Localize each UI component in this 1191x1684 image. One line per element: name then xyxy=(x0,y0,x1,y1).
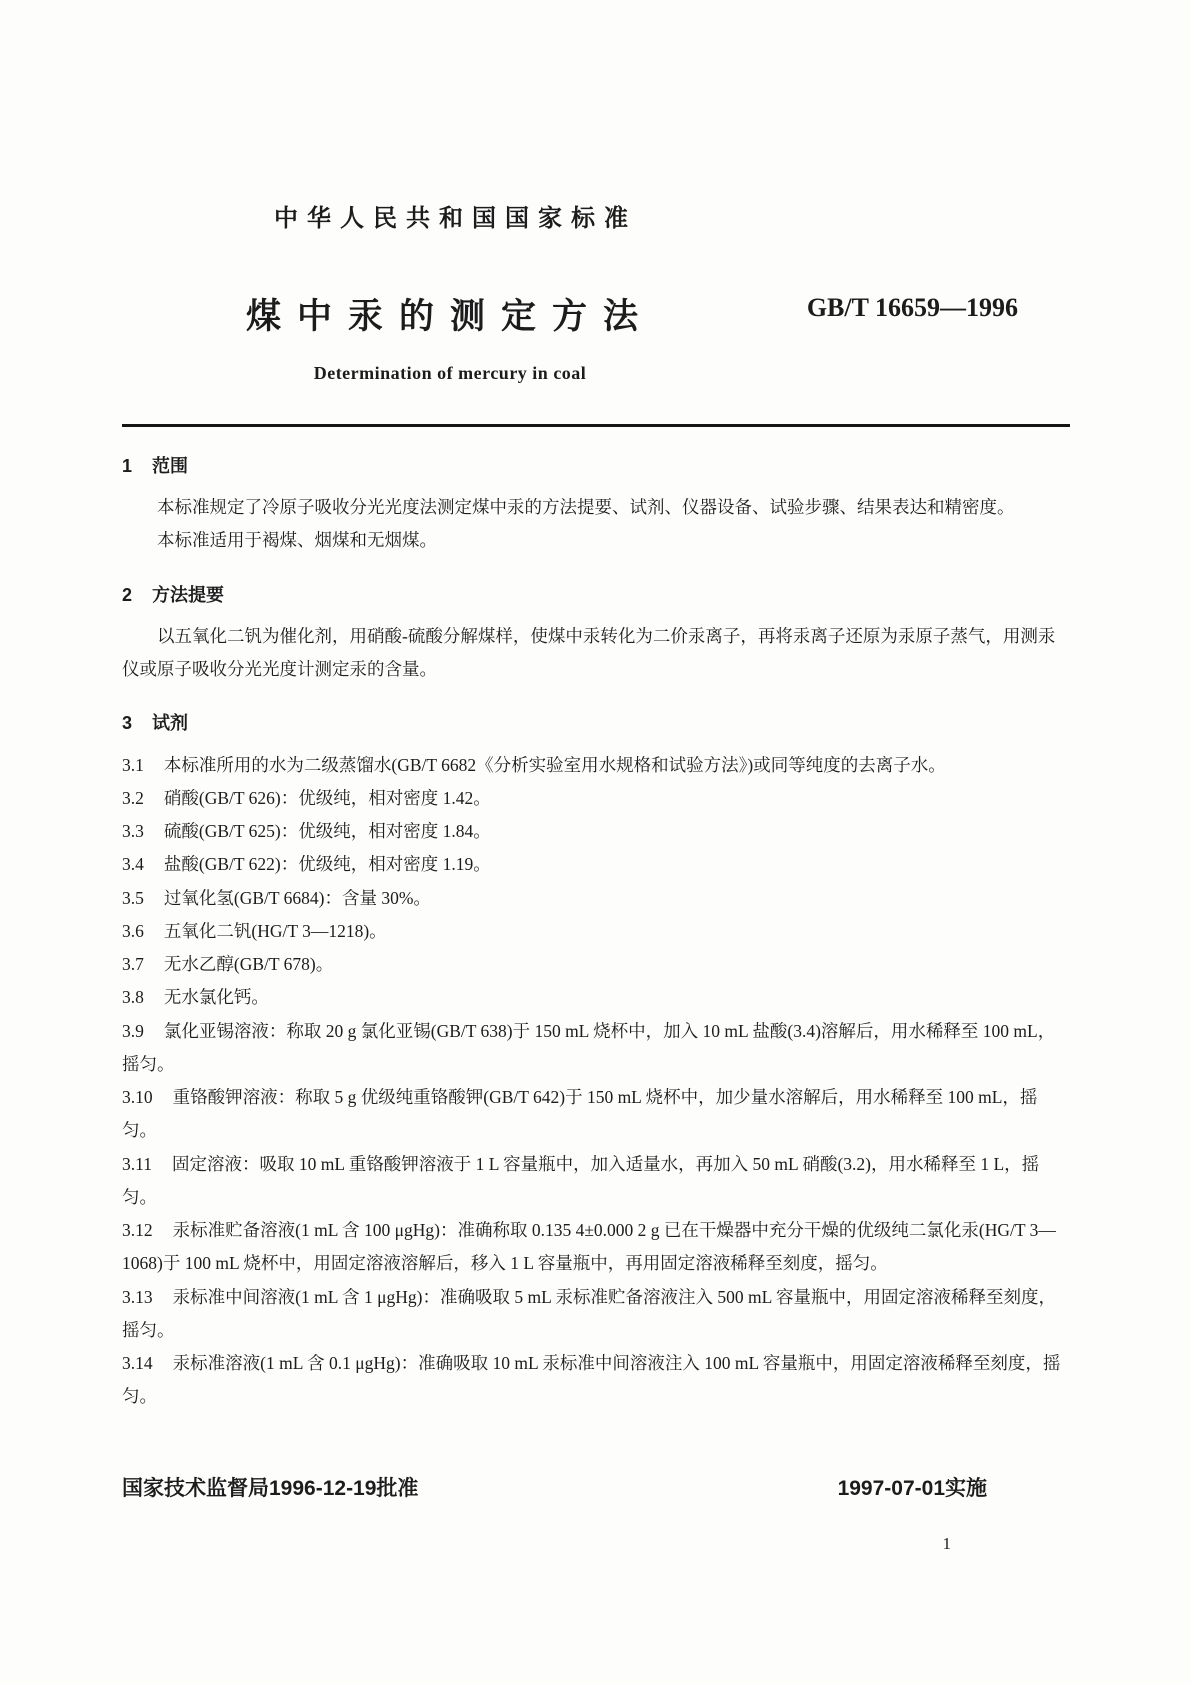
section-title: 试剂 xyxy=(152,713,189,734)
item-text: 本标准所用的水为二级蒸馏水(GB/T 6682《分析实验室用水规格和试验方法》)或同等纯度的去离子水。 xyxy=(163,754,946,775)
item-number: 3.12 xyxy=(122,1220,153,1241)
reagent-item xyxy=(122,1214,1070,1281)
paragraph: 本标准适用于褐煤、烟煤和无烟煤。 xyxy=(157,530,437,551)
item-text: 硝酸(GB/T 626)：优级纯，相对密度 1.42。 xyxy=(163,787,491,808)
item-text: 五氧化二钒(HG/T 3—1218)。 xyxy=(163,920,387,941)
title-block xyxy=(246,289,654,384)
item-text: 汞标准溶液(1 mL 含 0.1 μgHg)：准确吸取 10 mL 汞标准中间溶液注入 100 mL 容量瓶中，用固定溶液稀释至刻度，摇匀。 xyxy=(122,1353,1061,1407)
reagent-item xyxy=(122,1347,1070,1414)
section-number: 3 xyxy=(122,713,133,734)
paragraph: 以五氧化二钒为催化剂，用硝酸-硫酸分解煤样，使煤中汞转化为二价汞离子，再将汞离子还原为汞原子蒸气，用测汞仪或原子吸收分光光度计测定汞的含量。 xyxy=(122,625,1056,680)
item-text: 盐酸(GB/T 622)：优级纯，相对密度 1.19。 xyxy=(163,854,491,875)
item-number: 3.10 xyxy=(122,1087,153,1108)
item-number: 3.11 xyxy=(122,1153,152,1174)
item-number: 3.7 xyxy=(122,954,144,975)
item-text: 硫酸(GB/T 625)：优级纯，相对密度 1.84。 xyxy=(163,821,491,842)
item-number: 3.5 xyxy=(122,887,144,908)
item-number: 3.13 xyxy=(122,1286,153,1307)
item-number: 3.3 xyxy=(122,821,144,842)
item-number: 3.6 xyxy=(122,920,144,941)
item-number: 3.8 xyxy=(122,987,144,1008)
item-text: 汞标准贮备溶液(1 mL 含 100 μgHg)：准确称取 0.135 4±0.000 2 g 已在干燥器中充分干燥的优级纯二氯化汞(HG/T 3—1068)于 100 mL 烧杯中，用固定溶液溶解后，移入 1 L 容量瓶中，再用固定溶液稀释至刻度，摇匀。 xyxy=(122,1220,1056,1274)
paragraph: 本标准规定了冷原子吸收分光光度法测定煤中汞的方法提要、试剂、仪器设备、试验步骤、结果表达和精密度。 xyxy=(157,497,1015,518)
document-title-english: Determination of mercury in coal xyxy=(313,363,587,383)
document-footer xyxy=(122,1472,987,1502)
section-number: 1 xyxy=(122,456,133,476)
reagent-item xyxy=(122,1148,1070,1215)
reagent-item xyxy=(122,815,1070,848)
implementation-note: 1997-07-01实施 xyxy=(837,1477,987,1500)
header-divider xyxy=(122,424,1070,427)
section-title: 方法提要 xyxy=(152,584,225,605)
section-heading-method-summary xyxy=(122,578,1070,612)
standard-number: GB/T 16659—1996 xyxy=(806,293,1018,322)
section-heading-reagents xyxy=(122,706,1070,740)
page-number: 1 xyxy=(942,1534,951,1553)
document-title: 煤中汞的测定方法 xyxy=(246,297,655,336)
reagent-item xyxy=(122,782,1070,815)
reagent-item xyxy=(122,1015,1070,1082)
section-heading-scope xyxy=(122,449,1070,483)
section-number: 2 xyxy=(122,584,133,605)
title-row xyxy=(122,289,1070,384)
reagent-item xyxy=(122,948,1070,981)
reagent-item xyxy=(122,1081,1070,1148)
reagent-item xyxy=(122,1281,1070,1348)
item-text: 无水乙醇(GB/T 678)。 xyxy=(163,954,334,975)
item-number: 3.2 xyxy=(122,787,144,808)
item-text: 氯化亚锡溶液：称取 20 g 氯化亚锡(GB/T 638)于 150 mL 烧杯中，加入 10 mL 盐酸(3.4)溶解后，用水稀释至 100 mL，摇匀。 xyxy=(122,1020,1056,1074)
standard-label: 中华人民共和国国家标准 xyxy=(274,205,637,232)
approval-note: 国家技术监督局1996-12-19批准 xyxy=(122,1477,419,1500)
item-number: 3.9 xyxy=(122,1020,144,1041)
item-number: 3.4 xyxy=(122,854,144,875)
reagent-item xyxy=(122,915,1070,948)
reagent-item xyxy=(122,981,1070,1014)
item-text: 重铬酸钾溶液：称取 5 g 优级纯重铬酸钾(GB/T 642)于 150 mL 烧杯中，加少量水溶解后，用水稀释至 100 mL，摇匀。 xyxy=(122,1087,1038,1141)
reagent-item xyxy=(122,882,1070,915)
item-text: 固定溶液：吸取 10 mL 重铬酸钾溶液于 1 L 容量瓶中，加入适量水，再加入 50 mL 硝酸(3.2)，用水稀释至 1 L，摇匀。 xyxy=(122,1153,1040,1207)
item-text: 汞标准中间溶液(1 mL 含 1 μgHg)：准确吸取 5 mL 汞标准贮备溶液注入 500 mL 容量瓶中，用固定溶液稀释至刻度，摇匀。 xyxy=(122,1286,1057,1340)
reagent-item xyxy=(122,848,1070,881)
section-title: 范围 xyxy=(152,456,189,476)
page-content xyxy=(122,0,1070,1414)
item-number: 3.1 xyxy=(122,754,144,775)
reagent-item xyxy=(122,749,1070,782)
item-number: 3.14 xyxy=(122,1353,153,1374)
item-text: 无水氯化钙。 xyxy=(163,987,269,1008)
item-text: 过氧化氢(GB/T 6684)：含量 30%。 xyxy=(163,887,431,908)
document-body xyxy=(122,449,1070,1414)
